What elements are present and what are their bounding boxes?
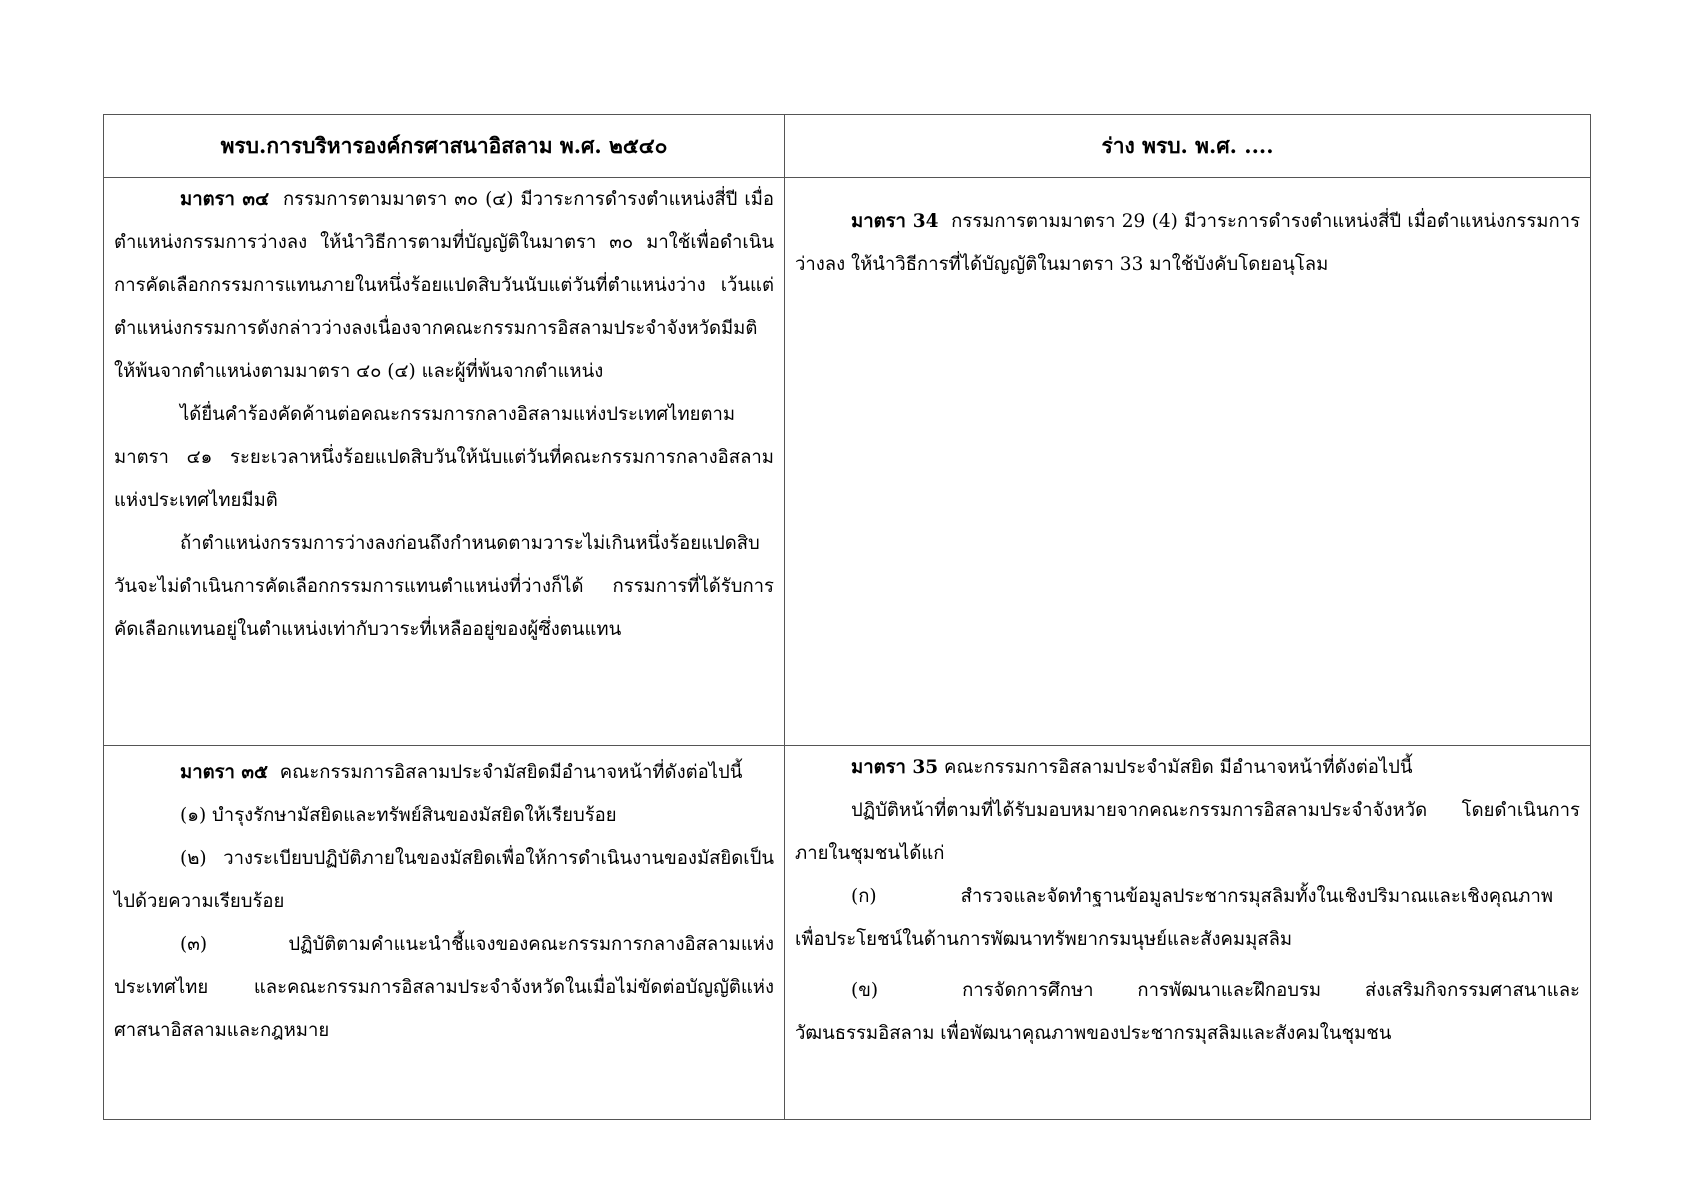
list-item	[795, 875, 1580, 961]
list-item: (๑) บำรุงรักษามัสยิดและทรัพย์สินของมัสยิดให้เรียบร้อย	[180, 805, 617, 826]
draft-law-35-sub-intro: ปฏิบัติหน้าที่ตามที่ได้รับมอบหมายจากคณะกรรมการอิสลามประจำจังหวัด โดยดำเนินการภายในชุมชนได้แก่	[795, 800, 1580, 864]
header-left-title: พรบ.การบริหารองค์กรศาสนาอิสลาม พ.ศ. ๒๕๔๐	[104, 115, 785, 178]
draft-law-34-paragraph	[795, 200, 1580, 286]
list-item: (๓) ปฏิบัติตามคำแนะนำชี้แจงของคณะกรรมการกลางอิสลามแห่งประเทศไทย และคณะกรรมการอิสลามประจำจังหวัดในเมื่อไม่ขัดต่อบัญญัติแห่งศาสนาอิสลามและกฎหมาย	[114, 934, 774, 1041]
list-item	[795, 969, 1580, 1055]
paragraph-text: กรรมการตามมาตรา 29 (4) มีวาระการดำรงตำแหน่งสี่ปี เมื่อตำแหน่งกรรมการว่างลง ให้นำวิธีการที่ได้บัญญัติในมาตรา 33 มาใช้บังคับโดยอนุโลม	[795, 211, 1581, 275]
table-row-section-35	[104, 746, 1591, 1120]
list-marker: (ก)	[851, 886, 877, 907]
draft-law-cell-34	[785, 178, 1591, 746]
section-label: มาตรา ๓๕	[180, 762, 269, 783]
old-law-cell-34	[104, 178, 785, 746]
list-marker: (ข)	[851, 980, 879, 1001]
paragraph-text: กรรมการตามมาตรา ๓๐ (๔) มีวาระการดำรงตำแหน่งสี่ปี เมื่อตำแหน่งกรรมการว่างลง ให้นำวิธีการตามที่บัญญัติในมาตรา ๓๐ มาใช้เพื่อดำเนินการคัดเลือกกรรมการแทนภายในหนึ่งร้อยแปดสิบวันนับแต่วันที่ตำแหน่งว่าง เว้นแต่ตำแหน่งกรรมการดังกล่าวว่างลงเนื่องจากคณะกรรมการอิสลามประจำจังหวัดมีมติให้พ้นจากตำแหน่งตามมาตรา ๔๐ (๔) และผู้ที่พ้นจากตำแหน่ง	[114, 189, 774, 382]
intro-text: คณะกรรมการอิสลามประจำมัสยิดมีอำนาจหน้าที่ดังต่อไปนี้	[279, 762, 743, 783]
section-label: มาตรา ๓๔	[180, 189, 270, 210]
list-item: (๒) วางระเบียบปฏิบัติภายในของมัสยิดเพื่อให้การดำเนินงานของมัสยิดเป็นไปด้วยความเรียบร้อย	[114, 848, 774, 912]
list-item-text: สำรวจและจัดทำฐานข้อมูลประชากรมุสลิมทั้งในเชิงปริมาณและเชิงคุณภาพ เพื่อประโยชน์ในด้านการพัฒนาทรัพยากรมนุษย์และสังคมมุสลิม	[795, 886, 1554, 950]
old-law-34-paragraph-1	[114, 178, 774, 393]
comparison-table	[103, 114, 1591, 1120]
old-law-34-paragraph-2: ได้ยื่นคำร้องคัดค้านต่อคณะกรรมการกลางอิสลามแห่งประเทศไทยตามมาตรา ๔๑ ระยะเวลาหนึ่งร้อยแปดสิบวันให้นับแต่วันที่คณะกรรมการกลางอิสลามแห่งประเทศไทยมีมติ	[114, 404, 774, 511]
intro-text: คณะกรรมการอิสลามประจำมัสยิด มีอำนาจหน้าที่ดังต่อไปนี้	[944, 757, 1413, 778]
draft-law-35-intro	[795, 746, 1580, 789]
old-law-cell-35	[104, 746, 785, 1120]
table-row-section-34	[104, 178, 1591, 746]
list-item-text: การจัดการศึกษา การพัฒนาและฝึกอบรม ส่งเสริมกิจกรรมศาสนาและวัฒนธรรมอิสลาม เพื่อพัฒนาคุณภาพของประชากรมุสลิมและสังคมในชุมชน	[795, 980, 1580, 1044]
old-law-35-intro	[114, 751, 774, 794]
section-label: มาตรา 34	[851, 211, 939, 232]
old-law-34-paragraph-3: ถ้าตำแหน่งกรรมการว่างลงก่อนถึงกำหนดตามวาระไม่เกินหนึ่งร้อยแปดสิบวันจะไม่ดำเนินการคัดเลือกกรรมการแทนตำแหน่งที่ว่างก็ได้ กรรมการที่ได้รับการคัดเลือกแทนอยู่ในตำแหน่งเท่ากับวาระที่เหลืออยู่ของผู้ซึ่งตนแทน	[114, 533, 774, 640]
table-header-row	[104, 115, 1591, 178]
section-label: มาตรา 35	[851, 757, 939, 778]
header-right-title: ร่าง พรบ. พ.ศ. ....	[785, 115, 1591, 178]
draft-law-cell-35	[785, 746, 1591, 1120]
